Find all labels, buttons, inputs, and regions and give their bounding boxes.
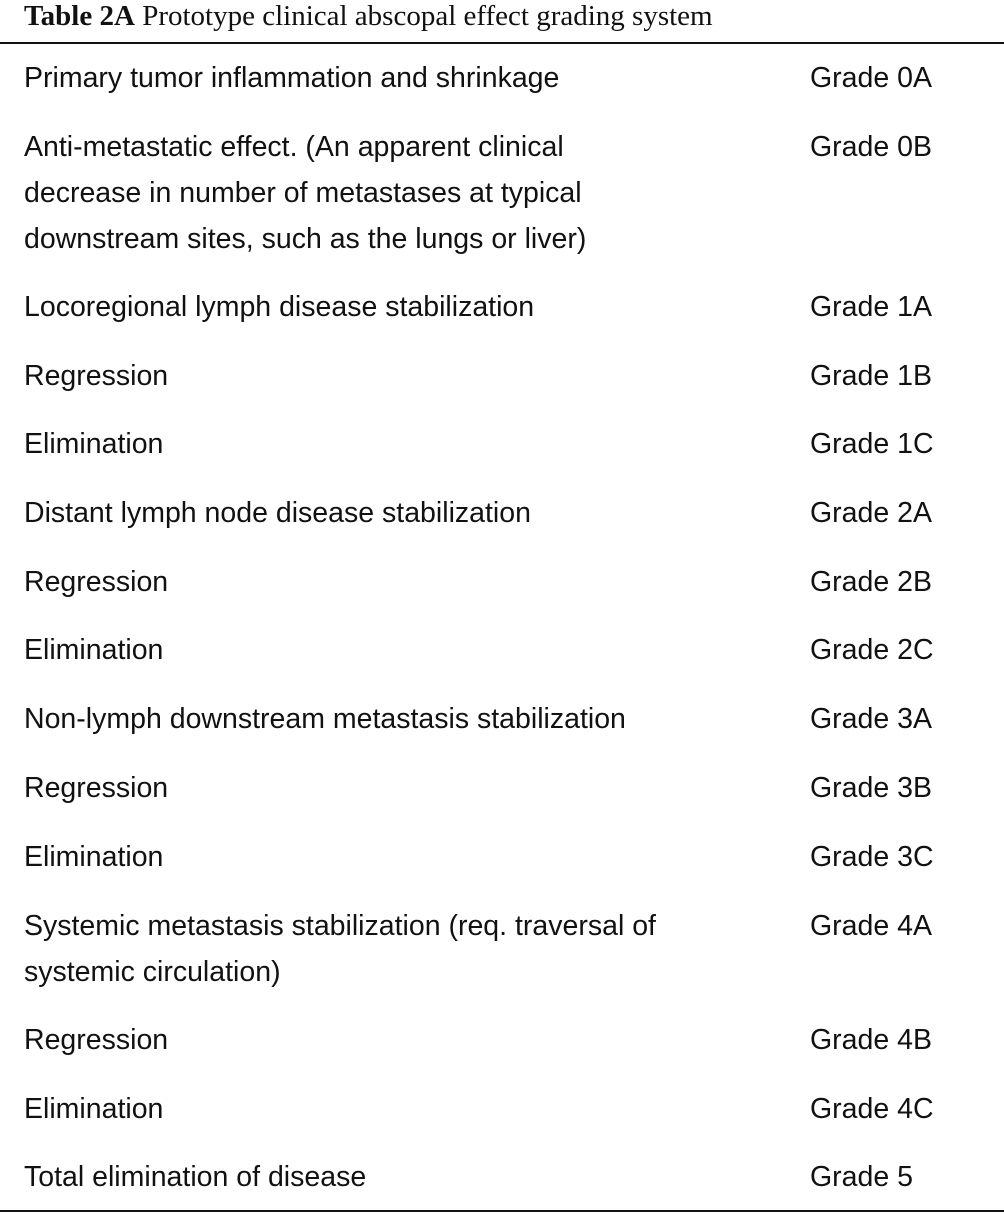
row-grade: Grade 4C — [810, 1093, 934, 1125]
row-description: Regression — [24, 772, 169, 804]
row-description: Elimination — [24, 428, 164, 460]
row-grade: Grade 3C — [810, 841, 934, 873]
row-description: Elimination — [24, 841, 164, 873]
row-grade: Grade 5 — [810, 1161, 913, 1193]
row-grade: Grade 4B — [810, 1024, 932, 1056]
table-label: Table 2A — [24, 0, 135, 32]
row-grade: Grade 2C — [810, 634, 934, 666]
row-grade: Grade 0B — [810, 131, 932, 163]
row-description: Regression — [24, 566, 169, 598]
row-description: Elimination — [24, 634, 164, 666]
top-rule — [0, 42, 1004, 44]
row-description: Regression — [24, 1024, 169, 1056]
row-grade: Grade 3B — [810, 772, 932, 804]
row-grade: Grade 1B — [810, 360, 932, 392]
row-description: Anti-metastatic effect. (An apparent clinical decrease in number of metastases at typical downstream sites, such as the lungs or liver) — [24, 131, 587, 255]
row-description: Distant lymph node disease stabilization — [24, 497, 531, 529]
row-description: Total elimination of disease — [24, 1161, 367, 1193]
row-description: Locoregional lymph disease stabilization — [24, 291, 535, 323]
row-grade: Grade 1A — [810, 291, 932, 323]
bottom-rule — [0, 1210, 1004, 1212]
row-grade: Grade 3A — [810, 703, 932, 735]
table-caption — [24, 0, 713, 36]
row-description: Non-lymph downstream metastasis stabilization — [24, 703, 626, 735]
row-description: Systemic metastasis stabilization (req. traversal of systemic circulation) — [24, 910, 656, 988]
row-grade: Grade 4A — [810, 910, 932, 942]
row-grade: Grade 1C — [810, 428, 934, 460]
row-grade: Grade 2B — [810, 566, 932, 598]
row-grade: Grade 0A — [810, 62, 932, 94]
row-description: Elimination — [24, 1093, 164, 1125]
table-title: Prototype clinical abscopal effect grading system — [142, 0, 713, 32]
row-grade: Grade 2A — [810, 497, 932, 529]
row-description: Primary tumor inflammation and shrinkage — [24, 62, 560, 94]
row-description: Regression — [24, 360, 169, 392]
